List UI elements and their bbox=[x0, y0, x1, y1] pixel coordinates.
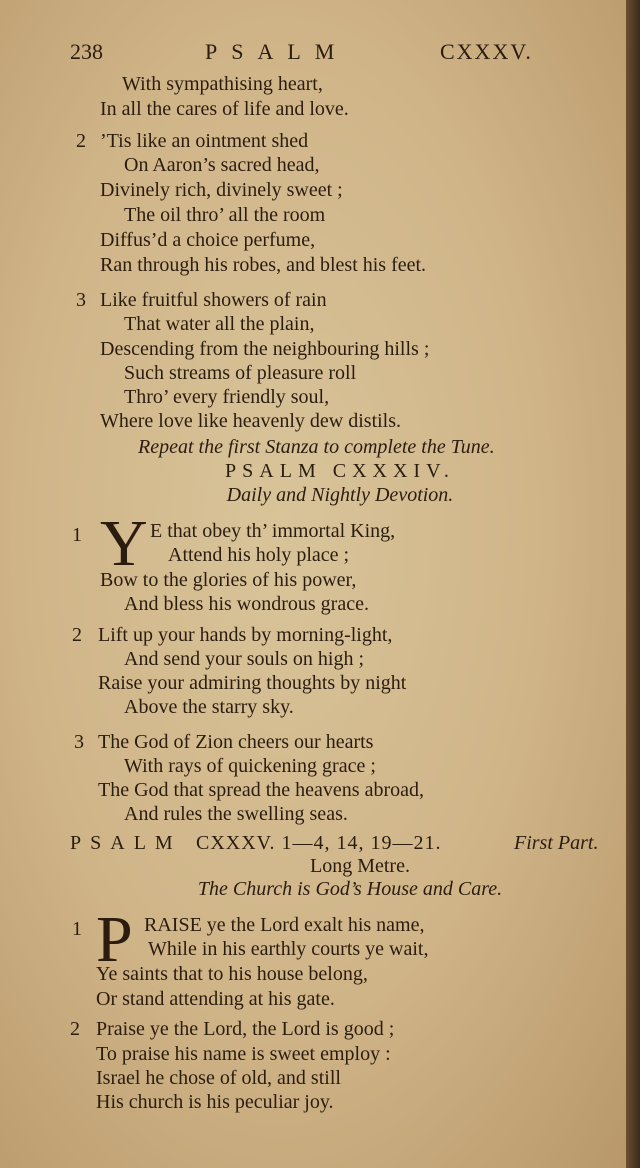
verse-line: Descending from the neighbouring hills ; bbox=[100, 338, 430, 360]
verse-line: Bow to the glories of his power, bbox=[100, 569, 357, 591]
verse-line: Ye saints that to his house belong, bbox=[96, 963, 368, 985]
psalm-subtitle: Daily and Nightly Devotion. bbox=[226, 484, 454, 506]
verse-line: Such streams of pleasure roll bbox=[124, 362, 357, 384]
verse-line: With rays of quickening grace ; bbox=[124, 755, 376, 777]
psalm-metre: Long Metre. bbox=[310, 855, 410, 877]
stanza-number: 1 bbox=[72, 524, 82, 546]
verse-line: The oil thro’ all the room bbox=[124, 204, 326, 226]
psalm-title: PSALM CXXXIV. bbox=[225, 460, 455, 482]
verse-line: That water all the plain, bbox=[124, 313, 315, 335]
running-numeral: CXXXV. bbox=[440, 39, 533, 64]
verse-line: Lift up your hands by morning-light, bbox=[98, 624, 393, 646]
verse-line: Divinely rich, divinely sweet ; bbox=[100, 179, 343, 201]
verse-line: Where love like heavenly dew distils. bbox=[100, 410, 402, 432]
verse-line: Above the starry sky. bbox=[124, 696, 294, 718]
verse-line: Thro’ every friendly soul, bbox=[124, 386, 330, 408]
page-edge-shadow bbox=[626, 0, 640, 1168]
verse-line: In all the cares of life and love. bbox=[100, 98, 349, 120]
verse-line: With sympathising heart, bbox=[122, 73, 323, 95]
verse-line: E that obey th’ immortal King, bbox=[150, 520, 396, 542]
verse-line: Like fruitful showers of rain bbox=[100, 289, 327, 311]
verse-line: And rules the swelling seas. bbox=[124, 803, 348, 825]
verse-line: RAISE ye the Lord exalt his name, bbox=[144, 914, 425, 936]
verse-line: Ran through his robes, and blest his feet. bbox=[100, 254, 427, 276]
drop-cap: Y bbox=[100, 507, 148, 580]
verse-line: His church is his peculiar joy. bbox=[96, 1091, 334, 1113]
verse-line: Diffus’d a choice perfume, bbox=[100, 229, 316, 251]
verse-line: The God of Zion cheers our hearts bbox=[98, 731, 374, 753]
verse-line: Praise ye the Lord, the Lord is good ; bbox=[96, 1018, 395, 1040]
verse-line: The God that spread the heavens abroad, bbox=[98, 779, 424, 801]
verse-line: On Aaron’s sacred head, bbox=[124, 154, 320, 176]
stanza-number: 3 bbox=[76, 289, 86, 311]
verse-line: To praise his name is sweet employ : bbox=[96, 1043, 391, 1065]
verse-line: Attend his holy place ; bbox=[168, 544, 350, 566]
repeat-note: Repeat the first Stanza to complete the Tune. bbox=[138, 436, 495, 458]
verse-line: Israel he chose of old, and still bbox=[96, 1067, 341, 1089]
stanza-number: 2 bbox=[76, 130, 86, 152]
stanza-number: 2 bbox=[70, 1018, 80, 1040]
running-title: PSALM bbox=[205, 39, 349, 64]
verse-line: And send your souls on high ; bbox=[124, 648, 364, 670]
verse-line: ’Tis like an ointment shed bbox=[100, 130, 309, 152]
page-number: 238 bbox=[70, 39, 103, 64]
stanza-number: 2 bbox=[72, 624, 82, 646]
psalm-title-prefix: PSALM bbox=[70, 832, 182, 854]
psalm-title-refs: CXXXV. 1—4, 14, 19—21. bbox=[196, 832, 442, 854]
verse-line: And bless his wondrous grace. bbox=[124, 593, 369, 615]
stanza-number: 3 bbox=[74, 731, 84, 753]
psalm-subtitle: The Church is God’s House and Care. bbox=[197, 878, 503, 900]
verse-line: While in his earthly courts ye wait, bbox=[148, 938, 429, 960]
stanza-number: 1 bbox=[72, 918, 82, 940]
verse-line: Raise your admiring thoughts by night bbox=[98, 672, 407, 694]
verse-line: Or stand attending at his gate. bbox=[96, 988, 335, 1010]
drop-cap: P bbox=[96, 903, 133, 976]
psalm-part: First Part. bbox=[514, 832, 599, 854]
